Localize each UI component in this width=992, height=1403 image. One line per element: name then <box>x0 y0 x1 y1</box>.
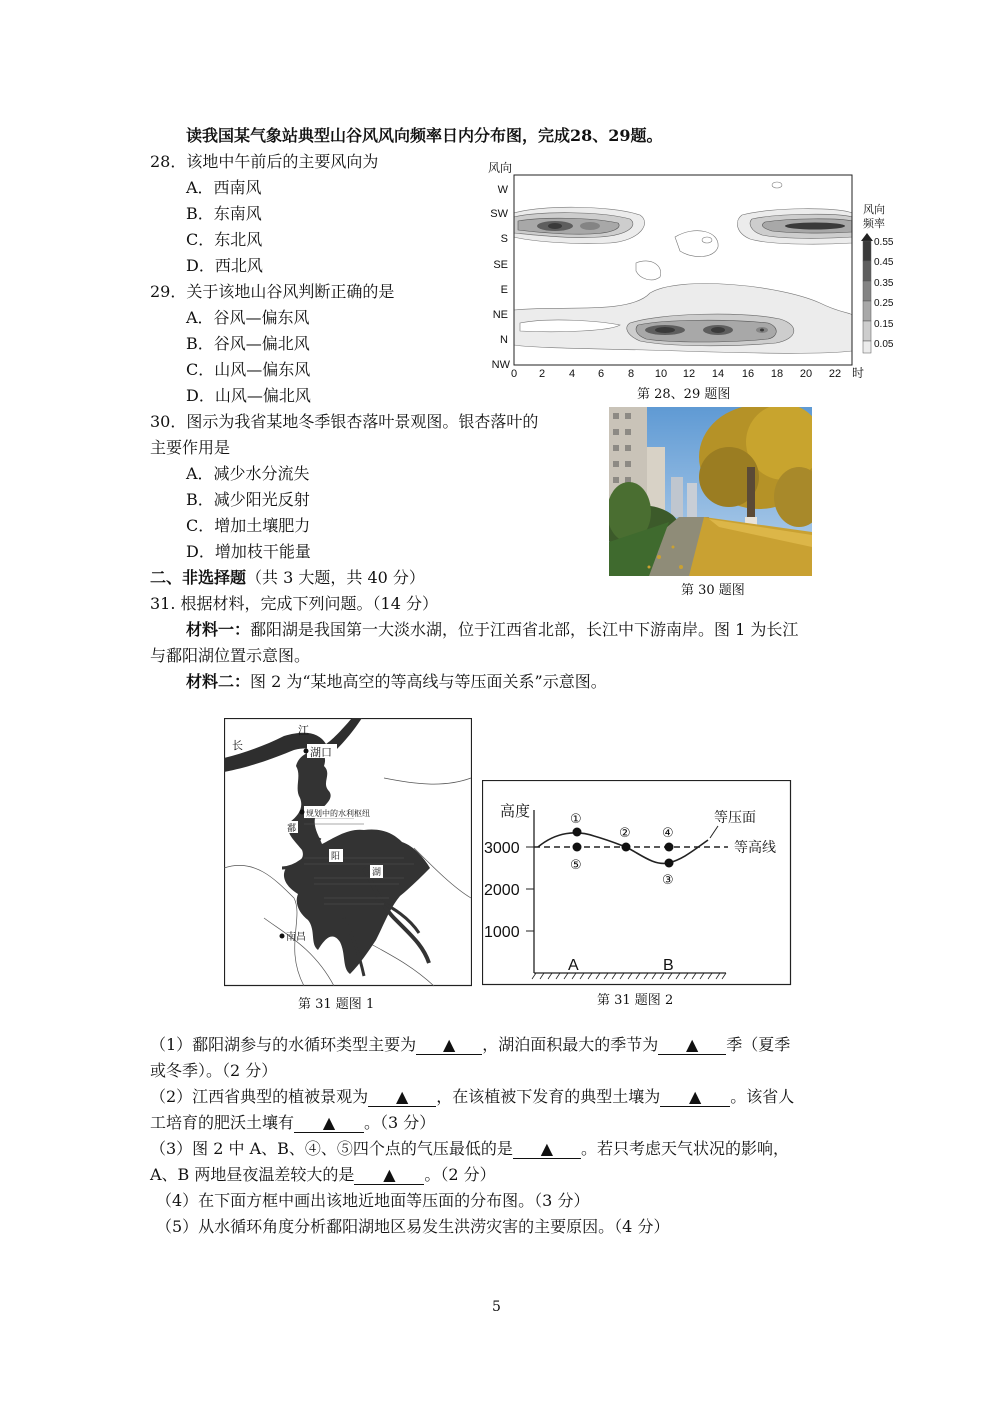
intro-text: 读我国某气象站典型山谷风风向频率日内分布图，完成28、29题。 <box>186 126 663 145</box>
point-3-label: ③ <box>662 872 674 887</box>
wind-y-tick-se: SE <box>493 259 508 271</box>
q29-option-c: C．山风—偏东风 <box>186 360 311 379</box>
q31-stem: 31. 根据材料，完成下列问题。（14 分） <box>150 594 438 613</box>
q31-sub2-blank-3[interactable]: ▲ <box>294 1114 364 1133</box>
q28-option-d: D．西北风 <box>186 256 263 275</box>
q30-stem-line2: 主要作用是 <box>150 438 231 457</box>
section2-heading <box>150 568 425 588</box>
q31-sub3-part-b: 。若只考虑天气状况的影响， <box>580 1139 789 1158</box>
q31-sub2-blank-1[interactable]: ▲ <box>368 1088 436 1107</box>
q31-sub1-blank-1[interactable]: ▲ <box>416 1036 482 1055</box>
point-1 <box>573 828 582 837</box>
wind-y-tick-n: N <box>500 334 508 346</box>
wind-legend-value-055: 0.55 <box>874 237 894 248</box>
wind-contour-blobs <box>514 182 852 353</box>
map-label-project: 规划中的水利枢纽 <box>306 809 370 818</box>
q31-sub2-part-d: 工培育的肥沃土壤有 <box>150 1113 295 1132</box>
wind-y-tick-w: W <box>497 184 508 196</box>
point-2-label: ② <box>619 825 631 840</box>
wind-x-tick-18: 18 <box>770 368 784 380</box>
ginkgo-photo <box>609 407 812 576</box>
wind-x-tick-4: 4 <box>568 368 576 380</box>
q31-sub3-blank-1[interactable]: ▲ <box>513 1140 581 1159</box>
section2-title: 二、非选择题 <box>150 568 247 587</box>
q31-sub1-line1 <box>150 1035 790 1055</box>
wind-x-tick-10: 10 <box>654 368 668 380</box>
q31-material2-text: 图 2 为“某地高空的等高线与等压面关系”示意图。 <box>250 672 607 691</box>
wind-legend-title-2: 频率 <box>863 218 885 230</box>
point-4-label: ④ <box>662 825 674 840</box>
q28-stem: 28．该地中午前后的主要风向为 <box>150 152 379 171</box>
q31-sub3-line2 <box>150 1165 496 1185</box>
wind-y-tick-e: E <box>500 284 508 296</box>
q29-stem: 29．关于该地山谷风判断正确的是 <box>150 282 395 301</box>
map-label-chang: 长 <box>232 740 243 752</box>
q30-option-b: B．减少阳光反射 <box>186 490 310 509</box>
q31-sub4: （4）在下面方框中画出该地近地面等压面的分布图。（3 分） <box>156 1191 590 1210</box>
q31-sub3-part-d: 。（2 分） <box>424 1165 496 1184</box>
map-label-hukou: 湖口 <box>310 747 332 759</box>
q29-option-a: A．谷风—偏东风 <box>186 308 310 327</box>
wind-x-tick-14: 14 <box>711 368 725 380</box>
q28-option-b: B．东南风 <box>186 204 262 223</box>
isobar-y-tick-2000: 2000 <box>484 882 520 899</box>
wind-legend-title-1: 风向 <box>863 204 885 216</box>
page-number: 5 <box>492 1299 501 1315</box>
point-1-label: ① <box>570 811 582 826</box>
q29-option-b: B．谷风—偏北风 <box>186 334 310 353</box>
q29-option-d: D．山风—偏北风 <box>186 386 311 405</box>
wind-x-tick-0: 0 <box>510 368 518 380</box>
q30-option-c: C．增加土壤肥力 <box>186 516 311 535</box>
wind-y-tick-sw: SW <box>490 208 508 220</box>
map-label-yang: 阳 <box>331 851 341 861</box>
q31-sub2-blank-2[interactable]: ▲ <box>660 1088 730 1107</box>
wind-y-tick-nw: NW <box>491 359 510 371</box>
poyang-lake-map <box>224 718 472 988</box>
point-5 <box>573 843 582 852</box>
wind-legend-value-035: 0.35 <box>874 278 894 289</box>
q31-material1-text: 鄱阳湖是我国第一大淡水湖，位于江西省北部，长江中下游南岸。图 1 为长江 <box>250 620 799 639</box>
map-label-nanchang: 南昌 <box>286 932 306 943</box>
q31-sub1-part-c: 季（夏季 <box>726 1035 791 1054</box>
ginkgo-photo-caption: 第 30 题图 <box>681 583 745 598</box>
wind-y-tick-s: S <box>500 233 508 245</box>
q31-material1-line1 <box>186 620 798 640</box>
wind-legend-value-005: 0.05 <box>874 339 894 350</box>
wind-x-tick-20: 20 <box>799 368 813 380</box>
q31-sub2-part-e: 。（3 分） <box>364 1113 436 1132</box>
q30-stem-line1: 30．图示为我省某地冬季银杏落叶景观图。银杏落叶的 <box>150 412 539 431</box>
q31-sub3-blank-2[interactable]: ▲ <box>354 1166 424 1185</box>
wind-x-tick-16: 16 <box>741 368 755 380</box>
q31-sub2-part-c: 。该省人 <box>730 1087 795 1106</box>
location-a-label: A <box>568 957 579 974</box>
wind-legend-value-045: 0.45 <box>874 257 894 268</box>
isobar-label-isobar: 等压面 <box>714 809 756 825</box>
q31-sub2-line2 <box>150 1113 435 1133</box>
q31-sub1-line2: 或冬季）。（2 分） <box>150 1061 278 1080</box>
location-b-label: B <box>663 957 674 974</box>
point-2 <box>622 843 631 852</box>
map-label-hu: 湖 <box>372 867 382 877</box>
wind-x-tick-12: 12 <box>682 368 696 380</box>
isobar-figure-caption: 第 31 题图 2 <box>597 993 674 1008</box>
isobar-label-contour: 等高线 <box>734 839 776 855</box>
q28-option-a: A．西南风 <box>186 178 262 197</box>
wind-x-tick-6: 6 <box>597 368 605 380</box>
wind-legend-value-025: 0.25 <box>874 298 894 309</box>
wind-figure-caption: 第 28、29 题图 <box>637 387 731 402</box>
q31-sub3-line1 <box>150 1139 789 1159</box>
wind-x-tick-8: 8 <box>627 368 635 380</box>
isobar-y-tick-3000: 3000 <box>484 840 520 857</box>
q31-sub1-part-a: （1）鄱阳湖参与的水循环类型主要为 <box>150 1035 417 1054</box>
q31-sub5: （5）从水循环角度分析鄱阳湖地区易发生洪涝灾害的主要原因。（4 分） <box>156 1217 670 1236</box>
isobar-y-tick-1000: 1000 <box>484 924 520 941</box>
wind-y-tick-ne: NE <box>492 309 508 321</box>
point-3 <box>665 859 674 868</box>
wind-legend-value-015: 0.15 <box>874 319 894 330</box>
q31-sub1-blank-2[interactable]: ▲ <box>658 1036 726 1055</box>
map-label-jiang: 江 <box>298 725 309 737</box>
map-figure-caption: 第 31 题图 1 <box>298 997 375 1012</box>
isobar-contour-figure <box>482 780 792 986</box>
section2-note: （共 3 大题，共 40 分） <box>246 568 425 587</box>
map-label-po: 鄱 <box>287 823 297 833</box>
q30-option-d: D．增加枝干能量 <box>186 542 311 561</box>
q30-option-a: A．减少水分流失 <box>186 464 310 483</box>
q31-sub2-part-b: ，在该植被下发育的典型土壤为 <box>436 1087 661 1106</box>
wind-x-ticks <box>511 368 841 380</box>
point-5-label: ⑤ <box>570 857 582 872</box>
wind-y-title: 风向 <box>488 161 513 175</box>
q31-material2-label: 材料二： <box>186 672 251 691</box>
q28-option-c: C．东北风 <box>186 230 263 249</box>
wind-x-tick-22: 22 <box>828 368 842 380</box>
q31-sub2-part-a: （2）江西省典型的植被景观为 <box>150 1087 369 1106</box>
wind-x-tick-2: 2 <box>538 368 546 380</box>
isobar-y-title: 高度 <box>500 803 531 820</box>
q31-sub3-part-c: A、B 两地昼夜温差较大的是 <box>150 1165 355 1184</box>
q31-material1-label: 材料一： <box>186 620 251 639</box>
q31-material1-line2: 与鄱阳湖位置示意图。 <box>150 646 311 665</box>
wind-x-unit: 时 <box>852 366 865 380</box>
q31-sub1-part-b: ，湖泊面积最大的季节为 <box>482 1035 659 1054</box>
q31-material2-line <box>186 672 607 692</box>
wind-legend-bar <box>861 233 873 353</box>
point-4 <box>665 843 674 852</box>
q31-sub2-line1 <box>150 1087 794 1107</box>
wind-frequency-figure <box>480 155 900 405</box>
q31-sub3-part-a: （3）图 2 中 A、B、④、⑤四个点的气压最低的是 <box>150 1139 513 1158</box>
